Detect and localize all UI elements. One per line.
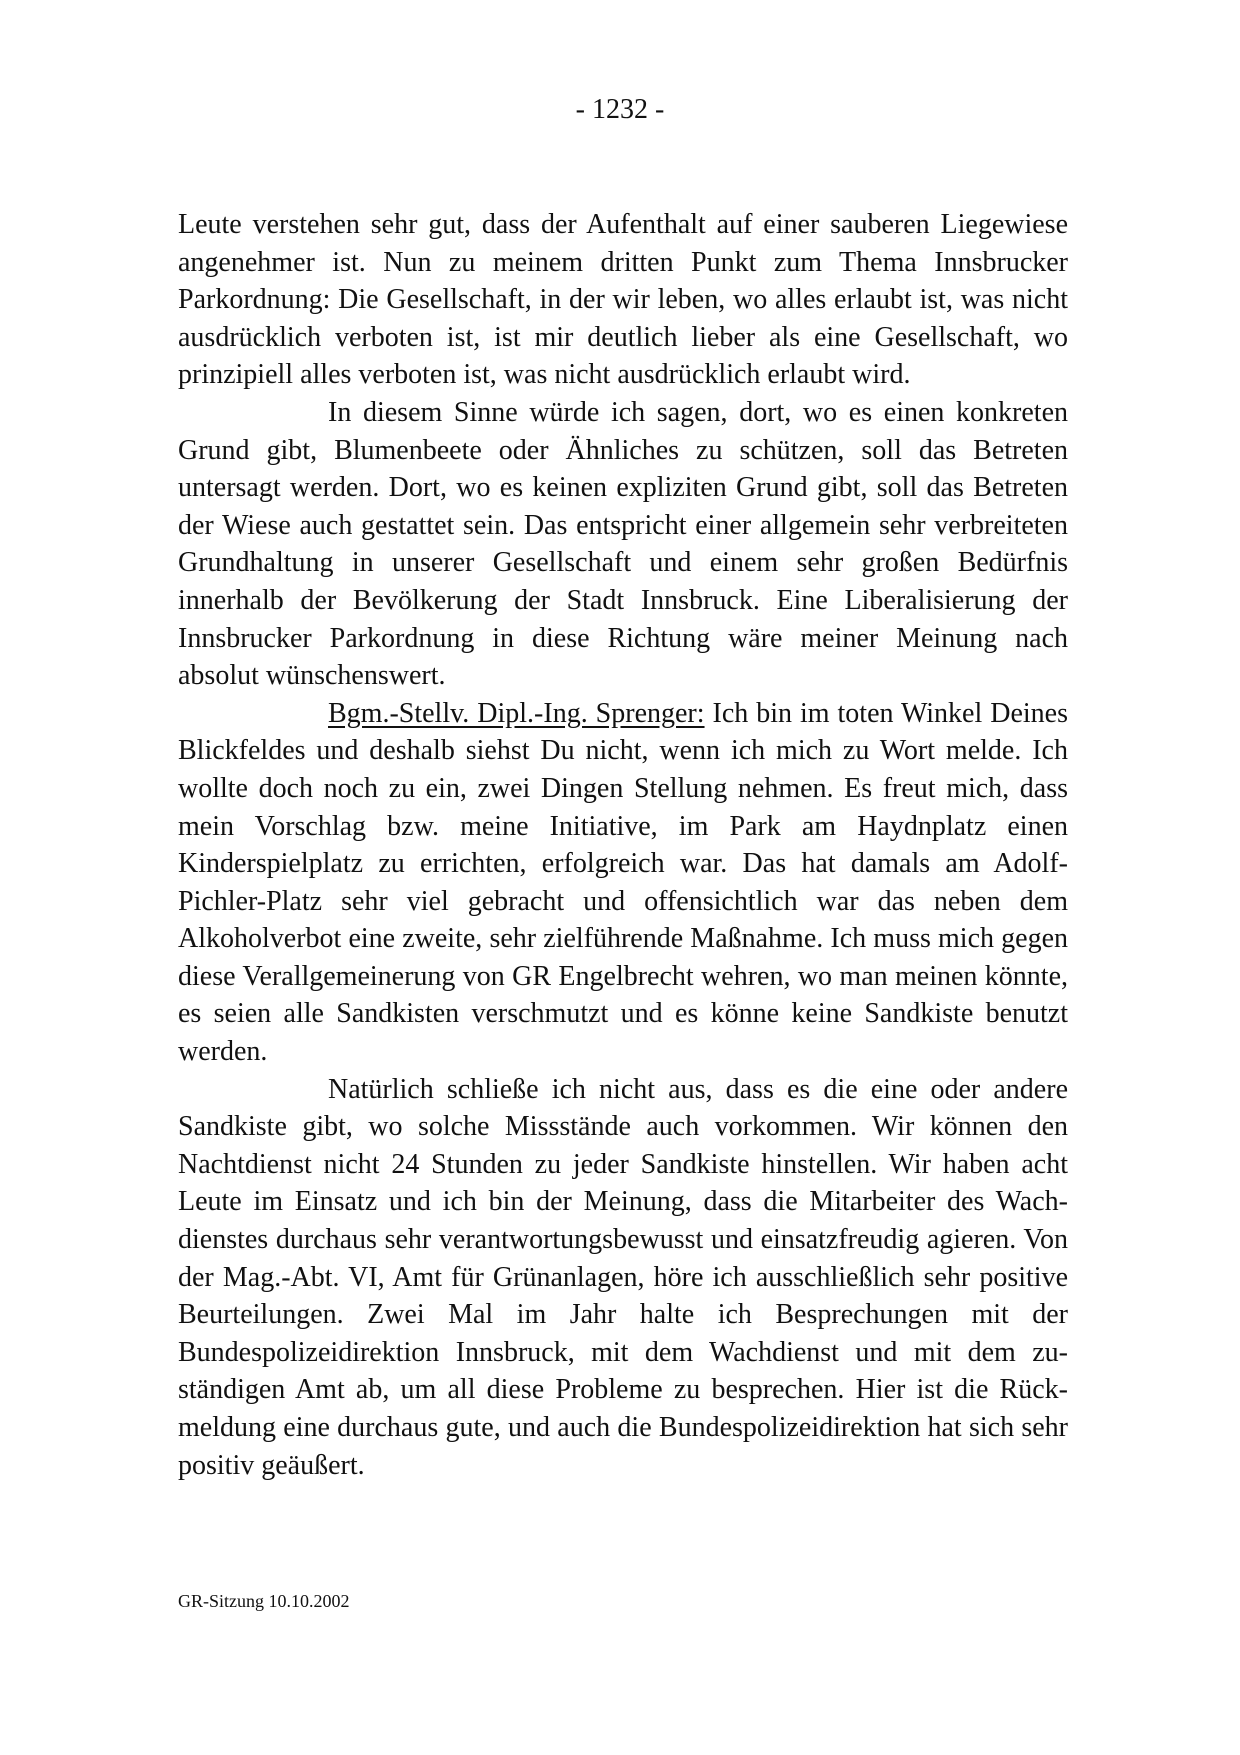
footer: GR-Sitzung 10.10.2002 — [178, 1591, 350, 1611]
paragraph-3 — [178, 695, 1068, 1071]
paragraph-1: Leute verstehen sehr gut, dass der Aufenthalt auf einer sauberen Liegewiese angenehmer ist. Nun zu meinem dritten Punkt zum Thema Innsbrucker Parkordnung: Die Gesellschaft, in der wir leben, wo alles erlaubt ist, was nicht ausdrücklich verboten ist, ist mir deutlich lieber als eine Gesellschaft, wo prinzipiell alles verboten ist, was nicht ausdrücklich erlaubt wird. — [178, 209, 1068, 391]
speaker-statement: Ich bin im toten Winkel Deines Blickfeldes und deshalb siehst Du nicht, wenn ich mich zu Wort melde. Ich wollte doch noch zu ein, zwei Dingen Stellung nehmen. Es freut mich, dass mein Vorschlag bzw. meine Initiative, im Park am Haydnplatz einen Kinderspielplatz zu errichten, erfolgreich war. Das hat damals am Adolf-Pichler-Platz sehr viel gebracht und offensichtlich war das neben dem Alkoholverbot eine zweite, sehr zielführende Maßnahme. Ich muss mich gegen diese Verallgemeinerung von GR Engelbrecht wehren, wo man meinen könnte, es seien alle Sandkisten verschmutzt und es könne keine Sandkiste benutzt werden. — [178, 697, 1068, 1068]
speaker-name: Bgm.-Stellv. Dipl.-Ing. Sprenger: — [328, 697, 705, 729]
paragraph-2: In diesem Sinne würde ich sagen, dort, wo es einen konkreten Grund gibt, Blumenbeete oder Ähnliches zu schützen, soll das Betreten untersagt werden. Dort, wo es keinen expliziten Grund gibt, soll das Betreten der Wiese auch gestattet sein. Das entspricht einer allgemein sehr verbreiteten Grundhaltung in unserer Gesellschaft und einem sehr großen Bedürfnis innerhalb der Bevölkerung der Stadt Innsbruck. Eine Liberalisierung der Innsbrucker Parkordnung in diese Richtung wäre meiner Meinung nach absolut wünschenswert. — [178, 396, 1068, 692]
page-number: - 1232 - — [575, 94, 665, 125]
paragraph-4: Natürlich schließe ich nicht aus, dass es die eine oder andere Sandkiste gibt, wo solche Missstände auch vorkommen. Wir können den Nachtdienst nicht 24 Stunden zu jeder Sandkiste hinstellen. Wir haben acht Leute im Einsatz und ich bin der Meinung, dass die Mitarbeiter des Wachdienstes durchaus sehr verantwortungsbewusst und einsatzfreudig agieren. Von der Mag.-Abt. VI, Amt für Grünanlagen, höre ich ausschließlich sehr positive Beurteilungen. Zwei Mal im Jahr halte ich Besprechungen mit der Bundespolizeidirektion Innsbruck, mit dem Wachdienst und mit dem zuständigen Amt ab, um all diese Probleme zu besprechen. Hier ist die Rückmeldung eine durchaus gute, und auch die Bundespolizeidirektion hat sich sehr positiv geäußert. — [178, 1073, 1068, 1481]
body-text — [178, 206, 1068, 1484]
